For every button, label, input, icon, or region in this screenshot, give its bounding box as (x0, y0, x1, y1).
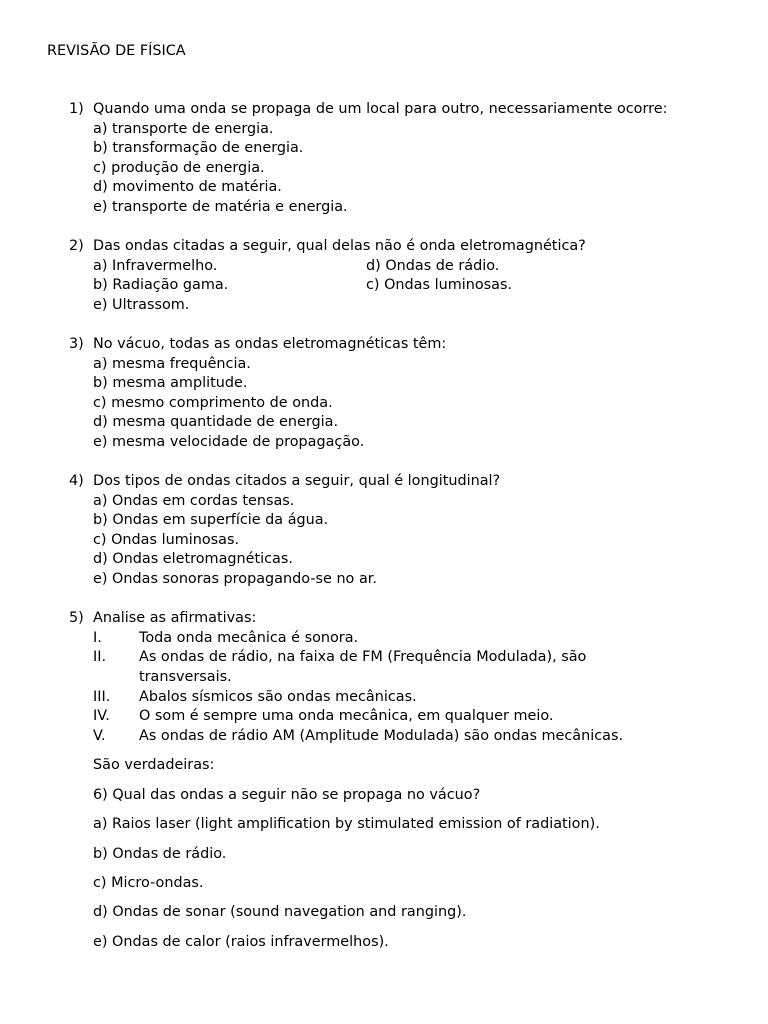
answer-option: c) Ondas luminosas. (366, 277, 513, 293)
answer-option: a) transporte de energia. (93, 121, 274, 137)
answer-option: b) mesma amplitude. (93, 375, 248, 391)
question-footer: São verdadeiras: (93, 757, 215, 773)
answer-option: e) mesma velocidade de propagação. (93, 434, 365, 450)
answer-option: e) Ultrassom. (93, 297, 190, 313)
answer-option: b) transformação de energia. (93, 140, 304, 156)
answer-option: c) Ondas luminosas. (93, 532, 240, 548)
statement-numeral: III. (93, 689, 111, 705)
answer-option: e) Ondas de calor (raios infravermelhos). (93, 934, 389, 950)
answer-option: b) Ondas em superfície da água. (93, 512, 329, 528)
question-text: Dos tipos de ondas citados a seguir, qual é longitudinal? (93, 473, 501, 489)
document-title: REVISÃO DE FÍSICA (47, 43, 186, 59)
question-text: No vácuo, todas as ondas eletromagnéticas têm: (93, 336, 447, 352)
question-text: Das ondas citadas a seguir, qual delas não é onda eletromagnética? (93, 238, 586, 254)
answer-option: a) Ondas em cordas tensas. (93, 493, 295, 509)
question-number: 4) (69, 473, 84, 489)
question-number: 5) (69, 610, 84, 626)
statement-numeral: II. (93, 649, 107, 665)
statement-text: Toda onda mecânica é sonora. (139, 630, 359, 646)
answer-option: c) produção de energia. (93, 160, 265, 176)
answer-option: d) Ondas de rádio. (366, 258, 500, 274)
answer-option: a) mesma frequência. (93, 356, 251, 372)
answer-option: b) Radiação gama. (93, 277, 229, 293)
statement-text: As ondas de rádio AM (Amplitude Modulada) são ondas mecânicas. (139, 728, 624, 744)
question-text: Analise as afirmativas: (93, 610, 257, 626)
statement-text: O som é sempre uma onda mecânica, em qualquer meio. (139, 708, 554, 724)
answer-option: b) Ondas de rádio. (93, 846, 227, 862)
statement-text: Abalos sísmicos são ondas mecânicas. (139, 689, 417, 705)
statement-text: As ondas de rádio, na faixa de FM (Frequência Modulada), são (139, 649, 587, 665)
answer-option: d) Ondas de sonar (sound navegation and ranging). (93, 904, 467, 920)
statement-numeral: V. (93, 728, 106, 744)
question-number: 1) (69, 101, 84, 117)
answer-option: c) Micro-ondas. (93, 875, 204, 891)
answer-option: e) transporte de matéria e energia. (93, 199, 348, 215)
answer-option: e) Ondas sonoras propagando-se no ar. (93, 571, 377, 587)
answer-option: d) Ondas eletromagnéticas. (93, 551, 293, 567)
statement-numeral: I. (93, 630, 102, 646)
answer-option: c) mesmo comprimento de onda. (93, 395, 333, 411)
question-text: 6) Qual das ondas a seguir não se propaga no vácuo? (93, 787, 481, 803)
answer-option: d) mesma quantidade de energia. (93, 414, 339, 430)
statement-text: transversais. (139, 669, 232, 685)
answer-option: a) Raios laser (light amplification by stimulated emission of radiation). (93, 816, 600, 832)
answer-option: a) Infravermelho. (93, 258, 218, 274)
statement-numeral: IV. (93, 708, 110, 724)
question-number: 3) (69, 336, 84, 352)
answer-option: d) movimento de matéria. (93, 179, 282, 195)
question-text: Quando uma onda se propaga de um local para outro, necessariamente ocorre: (93, 101, 668, 117)
question-number: 2) (69, 238, 84, 254)
